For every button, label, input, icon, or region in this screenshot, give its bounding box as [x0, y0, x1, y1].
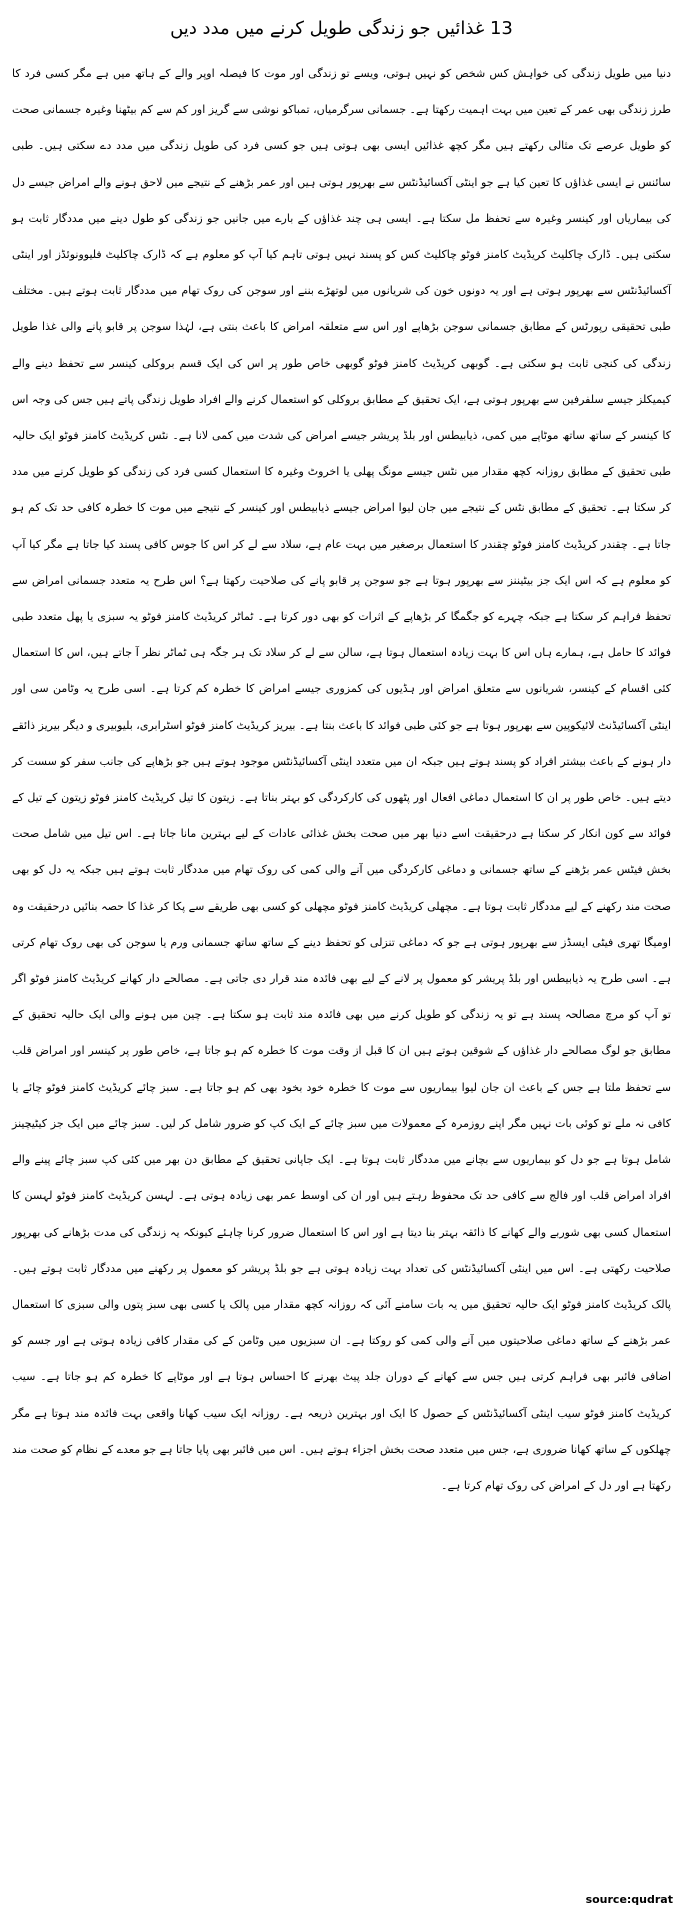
source-credit: source:qudrat — [585, 1893, 673, 1906]
article-title: 13 غذائیں جو زندگی طویل کرنے میں مدد دیں — [170, 18, 513, 39]
article-body: دنیا میں طویل زندگی کی خواہش کس شخص کو نہیں ہوتی، ویسے تو زندگی اور موت کا فیصلہ اوپر والے کے ہاتھ میں ہے مگر کسی فرد کا طرز زندگی بھی عمر کے تعین میں بہت اہمیت رکھتا ہے۔ جسمانی سرگرمیاں، تمباکو نوشی سے گریز اور کم سے کم بیٹھنا وغیرہ جسمانی صحت کو طویل عرصے تک مثالی رکھتے ہیں مگر کچھ غذائیں ایسی بھی ہوتی ہیں جو کسی فرد کی طویل زندگی میں مدد دے سکتی ہیں۔ طبی سائنس نے ایسی غذاؤں کا تعین کیا ہے جو اینٹی آکسائیڈنٹس سے بھرپور ہوتی ہیں اور عمر بڑھنے کے نتیجے میں لاحق ہونے والے امراض جیسے دل کی بیماریاں اور کینسر وغیرہ سے تحفظ مل سکتا ہے۔ ایسی ہی چند غذاؤں کے بارے میں جانیں جو زندگی کو طول دینے میں مددگار ثابت ہو سکتی ہیں۔ ڈارک چاکلیٹ کریڈیٹ کامنز فوٹو چاکلیٹ کس کو پسند نہیں ہوتی تاہم کیا آپ کو معلوم ہے کہ ڈارک چاکلیٹ فلیوونوئڈز اور اینٹی آکسائیڈنٹس سے بھرپور ہوتی ہے اور یہ دونوں خون کی شریانوں میں لوتھڑے بننے اور سوجن کی روک تھام میں مددگار ثابت ہوتے ہیں۔ مختلف طبی تحقیقی رپورٹس کے مطابق جسمانی سوجن بڑھاپے اور اس سے متعلقہ امراض کا باعث بنتی ہے، لہٰذا سوجن پر قابو پانے والی غذا طویل زندگی کی کنجی ثابت ہو سکتی ہے۔ گوبھی کریڈیٹ کامنز فوٹو گوبھی خاص طور پر اس کی ایک قسم بروکلی کینسر سے تحفظ دینے والے کیمیکلز جیسے سلفرفین سے بھرپور ہوتی ہے، ایک تحقیق کے مطابق بروکلی کو استعمال کرنے والے افراد طویل زندگی پاتے ہیں جس کی وجہ اس کا کینسر کے ساتھ ساتھ موٹاپے میں کمی، ذیابیطس اور بلڈ پریشر جیسے امراض کی شدت میں کمی لانا ہے۔ نٹس کریڈیٹ کامنز فوٹو ایک حالیہ طبی تحقیق کے مطابق روزانہ کچھ مقدار میں نٹس جیسے مونگ پھلی یا اخروٹ وغیرہ کا استعمال کسی فرد کی زندگی کو طویل کرنے میں مدد کر سکتا ہے۔ تحقیق کے مطابق نٹس کے نتیجے میں جان لیوا امراض جیسے ذیابیطس اور کینسر کے نتیجے میں موت کا خطرہ کافی حد تک کم ہو جاتا ہے۔ چقندر کریڈیٹ کامنز فوٹو چقندر کا استعمال برصغیر میں بہت عام ہے، سلاد سے لے کر اس کا جوس کافی پسند کیا جاتا ہے مگر کیا آپ کو معلوم ہے کہ اس ایک جز بیٹیننز سے بھرپور ہوتا ہے جو سوجن پر قابو پانے کی صلاحیت رکھتا ہے؟ اس طرح یہ متعدد جسمانی امراض سے تحفظ فراہم کر سکتا ہے جبکہ چہرے کو جگمگا کر بڑھاپے کے اثرات کو بھی دور کرتا ہے۔ ٹماٹر کریڈیٹ کامنز فوٹو یہ سبزی یا پھل متعدد طبی فوائد کا حامل ہے، ہمارے ہاں اس کا بہت زیادہ استعمال ہوتا ہے، سالن سے لے کر سلاد تک ہر جگہ ہی ٹماٹر نظر آ جاتے ہیں، اس کا استعمال کئی اقسام کے کینسر، شریانوں سے متعلق امراض اور ہڈیوں کی کمزوری جیسے امراض کا خطرہ کم کرتا ہے۔ اسی طرح یہ وٹامن سی اور اینٹی آکسائیڈنٹ لائیکوپین سے بھرپور ہوتا ہے جو کئی طبی فوائد کا باعث بنتا ہے۔ بیریز کریڈیٹ کامنز فوٹو اسٹرابری، بلیوبیری و دیگر بیریز ذائقے دار ہونے کے باعث بیشتر افراد کو پسند ہوتے ہیں جبکہ ان میں متعدد اینٹی آکسائیڈنٹس موجود ہوتے ہیں جو بڑھاپے کی جانب سفر کو سست کر دیتے ہیں۔ خاص طور پر ان کا استعمال دماغی افعال اور پٹھوں کی کارکردگی کو بہتر بناتا ہے۔ زیتون کا تیل کریڈیٹ کامنز فوٹو زیتون کے تیل کے فوائد سے کون انکار کر سکتا ہے درحقیقت اسے دنیا بھر میں صحت بخش غذائی عادات کے لیے بہترین مانا جاتا ہے۔ اس تیل میں شامل صحت بخش فیٹس عمر بڑھنے کے ساتھ جسمانی و دماغی کارکردگی میں آنے والی کمی کی روک تھام میں مددگار ثابت ہوتے ہیں جبکہ یہ دل کو بھی صحت مند رکھنے کے لیے مددگار ثابت ہوتا ہے۔ مچھلی کریڈیٹ کامنز فوٹو مچھلی کو کسی بھی طریقے سے پکا کر غذا کا حصہ بنائیں درحقیقت وہ اومیگا تھری فیٹی ایسڈز سے بھرپور ہوتی ہے جو کہ دماغی تنزلی کو تحفظ دینے کے ساتھ ساتھ جسمانی ورم یا سوجن کی بھی روک تھام کرتی ہے۔ اسی طرح یہ ذیابیطس اور بلڈ پریشر کو معمول پر لانے کے لیے بھی فائدہ مند قرار دی جاتی ہے۔ مصالحے دار کھانے کریڈیٹ کامنز فوٹو اگر تو آپ کو مرچ مصالحہ پسند ہے تو یہ زندگی کو طویل کرنے میں بھی فائدہ مند ثابت ہو سکتا ہے۔ چین میں ہونے والی ایک حالیہ تحقیق کے مطابق جو لوگ مصالحے دار غذاؤں کے شوقین ہوتے ہیں ان کا قبل از وقت موت کا خطرہ کم ہو جاتا ہے، خاص طور پر کینسر اور امراض قلب سے تحفظ ملتا ہے جس کے باعث ان جان لیوا بیماریوں سے موت کا خطرہ خود بخود بھی کم ہو جاتا ہے۔ سبز چائے کریڈیٹ کامنز فوٹو چائے یا کافی نہ ملے تو کوئی بات نہیں مگر اپنے روزمرہ کے معمولات میں سبز چائے کے ایک کپ کو ضرور شامل کر لیں۔ سبز چائے میں ایک جز کیٹیچینز شامل ہوتا ہے جو دل کو بیماریوں سے بچانے میں مددگار ثابت ہوتا ہے۔ ایک جاپانی تحقیق کے مطابق دن بھر میں کئی کپ سبز چائے پینے والے افراد امراض قلب اور فالج سے کافی حد تک محفوظ رہتے ہیں اور ان کی اوسط عمر بھی زیادہ ہوتی ہے۔ لہسن کریڈیٹ کامنز فوٹو لہسن کا استعمال کسی بھی شوربے والے کھانے کا ذائقہ بہتر بنا دیتا ہے اور اس کا استعمال ضرور کرنا چاہئے کیونکہ یہ زندگی کی مدت بڑھانے کی بھرپور صلاحیت رکھتی ہے۔ اس میں اینٹی آکسائیڈنٹس کی تعداد بہت زیادہ ہوتی ہے جو بلڈ پریشر کو معمول پر رکھنے میں مددگار ثابت ہوتے ہیں۔ پالک کریڈیٹ کامنز فوٹو ایک حالیہ تحقیق میں یہ بات سامنے آئی کہ روزانہ کچھ مقدار میں پالک یا کسی بھی سبز پتوں والی سبزی کا استعمال عمر بڑھنے کے ساتھ دماغی صلاحیتوں میں آنے والی کمی کو روکتا ہے۔ ان سبزیوں میں وٹامن کے کی مقدار کافی زیادہ ہوتی ہے اور جسم کو اضافی فائبر بھی فراہم کرتی ہیں جس سے کھانے کے دوران جلد پیٹ بھرنے کا احساس ہوتا ہے اور موٹاپے کا خطرہ کم ہو جاتا ہے۔ سیب کریڈیٹ کامنز فوٹو سیب اینٹی آکسائیڈنٹس کے حصول کا ایک اور بہترین ذریعہ ہے۔ روزانہ ایک سیب کھانا واقعی بہت فائدہ مند ہوتا ہے مگر چھلکوں کے ساتھ کھانا ضروری ہے، جس میں متعدد صحت بخش اجزاء ہوتے ہیں۔ اس میں فائبر بھی پایا جاتا ہے جو معدے کے نظام کو صحت مند رکھتا ہے اور دل کے امراض کی روک تھام کرتا ہے۔ — [12, 67, 671, 1492]
